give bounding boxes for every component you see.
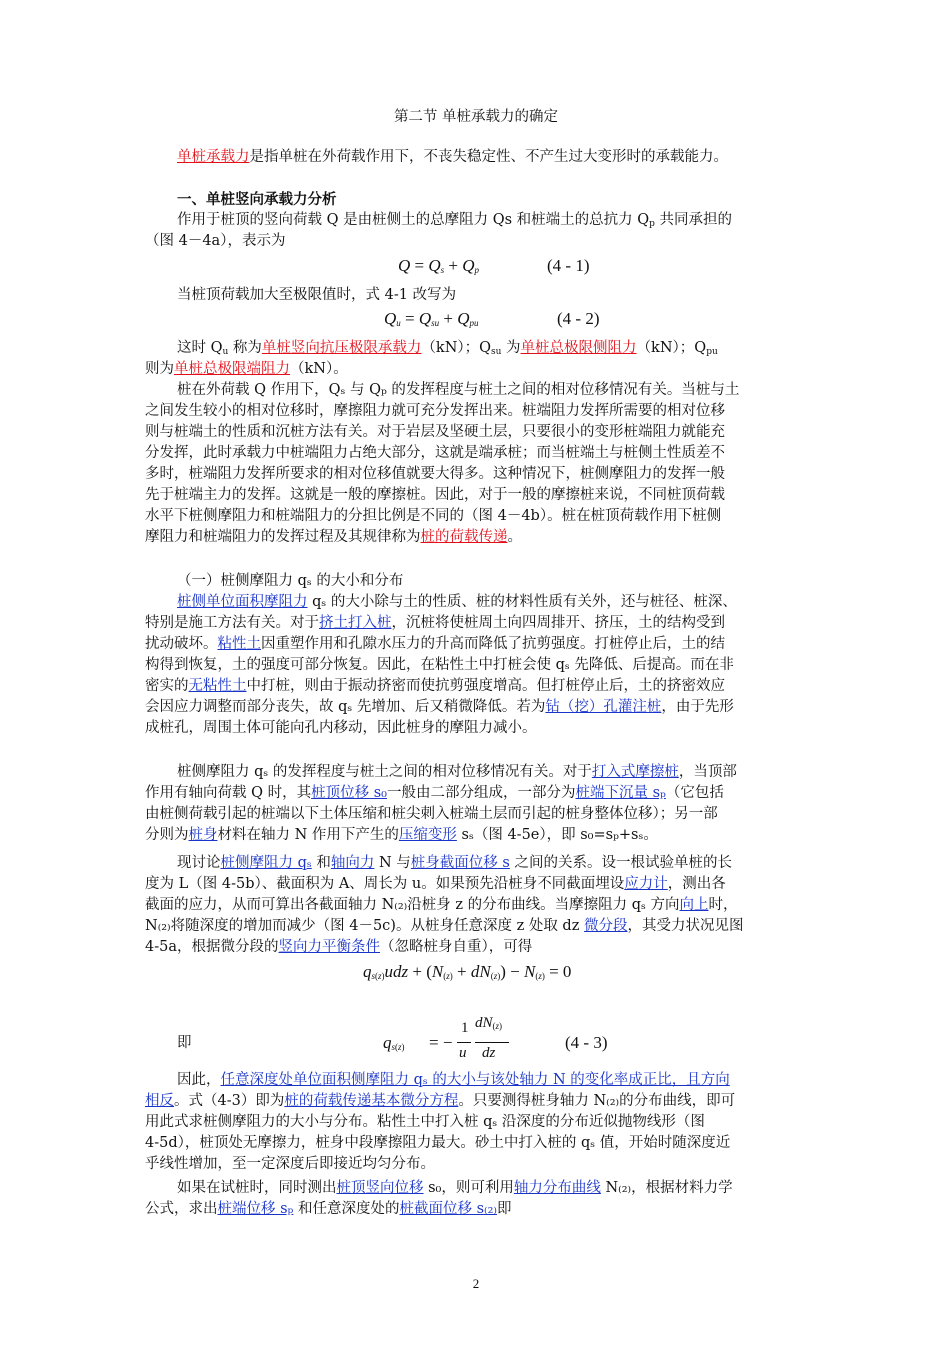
link-pile-body[interactable]: 桩身: [188, 827, 218, 843]
p6-line4: 分则为桩身材料在轴力 N 作用下产生的压缩变形 sₛ（图 4-5e），即 s₀=sₚ+sₛ。: [145, 827, 658, 843]
link-side-friction[interactable]: 桩侧摩阻力 qₛ: [220, 855, 312, 871]
equilibrium-equation: $q_{s(z)}udz + (N_{(z)} + dN_{(z)}) - N_{(z)} = 0$: [363, 962, 572, 981]
link-compression-deformation[interactable]: 压缩变形: [398, 827, 457, 843]
p5-line3: 扰动破坏。粘性土因重塑作用和孔隙水压力的升高而降低了抗剪强度。打桩停止后，土的结: [145, 636, 725, 652]
link-stress-gauge[interactable]: 应力计: [624, 876, 668, 892]
p2: 当桩顶荷载加大至极限值时，式 4-1 改写为: [177, 287, 457, 303]
link-axial-force[interactable]: 轴向力: [330, 855, 375, 871]
link-unit-side-friction[interactable]: 桩侧单位面积摩阻力: [177, 594, 308, 610]
p5-line4: 构得到恢复，土的强度可部分恢复。因此，在粘性土中打桩会使 qₛ 先降低、后提高。而在非: [145, 657, 734, 673]
p6-line1: 桩侧摩阻力 qₛ 的发挥程度与桩土之间的相对位移情况有关。对于打入式摩擦桩，当顶部: [177, 764, 737, 780]
link-single-pile-capacity[interactable]: 单桩承载力: [177, 149, 250, 165]
p6-line2: 作用有轴向荷载 Q 时，其桩顶位移 s₀一般由二部分组成，一部分为桩端下沉量 sₚ（它包括: [145, 785, 724, 801]
p4-line4: 分发挥，此时承载力中桩端阻力占绝大部分，这就是端承桩；而当桩端土与桩侧土性质差不: [145, 445, 725, 461]
page-number: 2: [472, 1276, 480, 1291]
link-pile-top-vertical-displacement[interactable]: 桩顶竖向位移: [336, 1180, 424, 1196]
p7-line2: 度为 L（图 4-5b）、截面积为 A、周长为 u。如果预先沿桩身不同截面埋设应力计，测出各: [145, 876, 726, 892]
equation-4-1: $Q = Q_s + Q_p$: [398, 256, 480, 275]
link-pile-top-displacement[interactable]: 桩顶位移 s₀: [311, 785, 387, 801]
link-bored-pile[interactable]: 钻（挖）孔灌注桩: [545, 699, 662, 715]
link-pile-tip-displacement[interactable]: 桩端位移 sₚ: [217, 1201, 294, 1217]
p3-line1: 这时 $Q_u$ 称为单桩竖向抗压极限承载力（kN）；$Q_{su}$ 为单桩总极限侧阻力（kN）；$Q_{pu}$: [177, 340, 718, 357]
link-ultimate-compressive-capacity[interactable]: 单桩竖向抗压极限承载力: [261, 340, 422, 356]
p5-line5: 密实的无粘性土中打桩，则由于振动挤密而使抗剪强度增高。但打桩停止后，土的挤密效应: [145, 678, 725, 694]
p4-line3: 则与桩端土的性质和沉桩方法有关。对于岩层及坚硬土层，只要很小的变形桩端阻力就能充: [145, 424, 725, 440]
p9-line1: 如果在试桩时，同时测出桩顶竖向位移 s₀，则可利用轴力分布曲线 N₍₂₎，根据材料力学: [177, 1180, 733, 1196]
p8-line2: 相反。式（4-3）即为桩的荷载传递基本微分方程。只要测得桩身轴力 N₍₂₎的分布曲线，即可: [145, 1093, 736, 1109]
link-differential-segment[interactable]: 微分段: [583, 918, 628, 934]
p4-line6: 先于桩端主力的发挥。这就是一般的摩擦桩。因此，对于一般的摩擦桩来说，不同桩顶荷载: [145, 487, 725, 503]
equation-number-4-2: (4 - 2): [557, 309, 600, 328]
equation-number-4-3: (4 - 3): [565, 1033, 608, 1052]
p6-line3: 由桩侧荷载引起的桩端以下土体压缩和桩尖刺入桩端土层而引起的桩身整体位移）；另一部: [145, 806, 718, 822]
link-opposite[interactable]: 相反: [145, 1093, 174, 1109]
p8-line5: 乎线性增加，至一定深度后即接近均匀分布。: [145, 1156, 435, 1172]
link-load-transfer[interactable]: 桩的荷载传递: [420, 529, 508, 545]
p4-line7: 水平下桩侧摩阻力和桩端阻力的分担比例是不同的（图 4－4b）。桩在桩顶荷载作用下桩侧: [145, 508, 722, 524]
link-upward[interactable]: 向上: [679, 897, 709, 913]
p7-line4: N₍₂₎将随深度的增加而减少（图 4－5c)。从桩身任意深度 z 处取 dz 微分段，其受力状况见图: [145, 918, 744, 934]
p8-line4: 4-5d），桩顶处无摩擦力，桩身中段摩擦阻力最大。砂土中打入桩的 qₛ 值，开始时随深度近: [145, 1135, 731, 1151]
p4-line1: 桩在外荷载 Q 作用下，Qₛ 与 Qₚ 的发挥程度与桩土之间的相对位移情况有关。当桩与土: [177, 382, 740, 398]
link-vertical-equilibrium[interactable]: 竖向力平衡条件: [278, 939, 380, 955]
p7-line1: 现讨论桩侧摩阻力 qₛ 和轴向力 N 与桩身截面位移 s 之间的关系。设一根试验单桩的长: [177, 855, 732, 871]
ji-label: 即: [177, 1035, 192, 1051]
p4-line2: 之间发生较小的相对位移时，摩擦阻力就可充分发挥出来。桩端阻力发挥所需要的相对位移: [145, 403, 725, 419]
link-ultimate-end-resistance[interactable]: 单桩总极限端阻力: [174, 361, 290, 377]
subheading-side-friction: （一）桩侧摩阻力 qₛ 的大小和分布: [177, 573, 404, 589]
heading-vertical-capacity: 一、单桩竖向承载力分析: [177, 191, 337, 208]
link-pile-section-displacement[interactable]: 桩截面位移 s₍₂₎: [399, 1201, 497, 1217]
p1-line1: 作用于桩顶的竖向荷载 Q 是由桩侧土的总摩阻力 Qs 和桩端土的总抗力 $Q_p$ 共同承担的: [177, 212, 733, 229]
intro-paragraph: 单桩承载力是指单桩在外荷载作用下，不丧失稳定性、不产生过大变形时的承载能力。: [177, 149, 728, 165]
p5-line2: 特别是施工方法有关。对于挤土打入桩，沉桩将使桩周土向四周排开、挤压，土的结构受到: [145, 615, 725, 631]
p9-line2: 公式，求出桩端位移 sₚ 和任意深度处的桩截面位移 s₍₂₎即: [145, 1201, 512, 1217]
p1-line2: （图 4－4a），表示为: [145, 233, 286, 249]
link-load-transfer-equation[interactable]: 桩的荷载传递基本微分方程: [284, 1093, 459, 1109]
link-friction-proportional[interactable]: 任意深度处单位面积侧摩阻力 qₛ 的大小与该处轴力 N 的变化率成正比，且方向: [220, 1072, 730, 1088]
link-section-displacement[interactable]: 桩身截面位移 s: [410, 855, 510, 871]
p8-line1: 因此，任意深度处单位面积侧摩阻力 qₛ 的大小与该处轴力 N 的变化率成正比，且方向: [177, 1072, 730, 1088]
equation-4-2: $Q_u = Q_{su} + Q_{pu}$: [384, 309, 479, 328]
document-page: 第二节 单桩承载力的确定 单桩承载力是指单桩在外荷载作用下，不丧失稳定性、不产生过大变形时的承载能力。 一、单桩竖向承载力分析 作用于桩顶的竖向荷载 Q 是由桩侧土的总摩阻力 Qs 和桩端土的总抗力 $Q_p$ 共同承担的 （图 4－4a），表示为 $Q = Q_s + Q_p$ (4 - 1) 当桩顶荷载加大至极限值时，式 4-1 改写为 $Q_u = Q_{su} + Q_{pu}$ (4 - 2) 这时 $Q_u$ 称为单桩竖向抗压极限承载力（kN）；$Q_{su}$ 为单桩总极限侧阻力（kN）；$Q_{pu}$ 则为单桩总极限端阻力（kN）。 桩在外荷载 Q 作用下，Qₛ 与 Qₚ 的发挥程度与桩土之间的相对位移情况有关。当桩与土 之间发生较小的相对位移时，摩擦阻力就可充分发挥出来。桩端阻力发挥所需要的相对位移 则与桩端土的性质和沉桩方法有关。对于岩层及坚硬土层，只要很小的变形桩端阻力就能充 分发挥，此时承载力中桩端阻力占绝大部分，这就是端承桩；而当桩端土与桩侧土性质差不 多时，桩端阻力发挥所要求的相对位移值就要大得多。这种情况下，桩侧摩阻力的发挥一般 先于桩端主力的发挥。这就是一般的摩擦桩。因此，对于一般的摩擦桩来说，不同桩顶荷载 水平下桩侧摩阻力和桩端阻力的分担比例是不同的（图 4－4b）。桩在桩顶荷载作用下桩侧 摩阻力和桩端阻力的发挥过程及其规律称为桩的荷载传递。 （一）桩侧摩阻力 qₛ 的大小和分布 桩侧单位面积摩阻力 qₛ 的大小除与土的性质、桩的材料性质有关外，还与桩径、桩深、 特别是施工方法有关。对于挤土打入桩，沉桩将使桩周土向四周排开、挤压，土的结构受到 扰动破坏。粘性土因重塑作用和孔隙水压力的升高而降低了抗剪强度。打桩停止后，土的结 构得到恢复，土的强度可部分恢复。因此，在粘性土中打桩会使 qₛ 先降低、后提高。而在非 密实的无粘性土中打桩，则由于振动挤密而使抗剪强度增高。但打桩停止后，土的挤密效应 会因应力调整而部分丧失，故 qₛ 先增加、后又稍微降低。若为钻（挖）孔灌注桩，由于先形 成桩孔，周围土体可能向孔内移动，因此桩身的摩阻力减小。 桩侧摩阻力 qₛ 的发挥程度与桩土之间的相对位移情况有关。对于打入式摩擦桩，当顶部 作用有轴向荷载 Q 时，其桩顶位移 s₀一般由二部分组成，一部分为桩端下沉量 sₚ（它包括 由桩侧荷载引起的桩端以下土体压缩和桩尖刺入桩端土层而引起的桩身整体位移）；另一部 分则为桩身材料在轴力 N 作用下产生的压缩变形 sₛ（图 4-5e），即 s₀=sₚ+sₛ。 现讨论桩侧摩阻力 qₛ 和轴向力 N 与桩身截面位移 s 之间的关系。设一根试验单桩的长 度为 L（图 4-5b）、截面积为 A、周长为 u。如果预先沿桩身不同截面埋设应力计，测出各 截面的应力，从而可算出各截面轴力 N₍₂₎沿桩身 z 的分布曲线。当摩擦阻力 qₛ 方向向上时， N₍₂₎将随深度的增加而减少（图 4－5c)。从桩身任意深度 z 处取 dz 微分段，其受力状况见图 4-5a，根据微分段的竖向力平衡条件（忽略桩身自重），可得 $q_{s(z)}udz + (N_{(z)} + dN_{(z)}) - N_{(z)} = 0$ 即 $q_{s(z)}$ = − 1 u $dN_{(z)}$ dz (4 - 3) 因此，任意深度处单位面积侧摩阻力 qₛ 的大小与该处轴力 N 的变化率成正比，且方向 相反。式（4-3）即为桩的荷载传递基本微分方程。只要测得桩身轴力 N₍₂₎的分布曲线，即可 用此式求桩侧摩阻力的大小与分布。粘性土中打入桩 qₛ 沿深度的分布近似抛物线形（图 4-5d），桩顶处无摩擦力，桩身中段摩擦阻力最大。砂土中打入桩的 qₛ 值，开始时随深度近 乎线性增加，至一定深度后即接近均匀分布。 如果在试桩时，同时测出桩顶竖向位移 s₀，则可利用轴力分布曲线 N₍₂₎，根据材料力学 公式，求出桩端位移 sₚ 和任意深度处的桩截面位移 s₍₂₎即 2: [0, 0, 952, 1347]
link-pile-tip-settlement[interactable]: 桩端下沉量 sₚ: [575, 785, 666, 801]
p4-line5: 多时，桩端阻力发挥所要求的相对位移值就要大得多。这种情况下，桩侧摩阻力的发挥一般: [145, 466, 725, 482]
link-axial-force-curve[interactable]: 轴力分布曲线: [513, 1180, 601, 1196]
p7-line3: 截面的应力，从而可算出各截面轴力 N₍₂₎沿桩身 z 的分布曲线。当摩擦阻力 qₛ 方向向上时，: [145, 897, 738, 913]
section-title: 第二节 单桩承载力的确定: [393, 109, 559, 125]
link-ultimate-side-resistance[interactable]: 单桩总极限侧阻力: [520, 340, 637, 356]
p3-line2: 则为单桩总极限端阻力（kN）。: [145, 361, 348, 377]
link-driven-friction-pile[interactable]: 打入式摩擦桩: [591, 764, 679, 780]
link-cohesionless-soil[interactable]: 无粘性土: [188, 678, 247, 694]
link-cohesive-soil[interactable]: 粘性土: [217, 636, 261, 652]
link-displacement-pile[interactable]: 挤土打入桩: [319, 615, 392, 631]
p5-line1: 桩侧单位面积摩阻力 qₛ 的大小除与土的性质、桩的材料性质有关外，还与桩径、桩深、: [177, 594, 737, 610]
p5-line7: 成桩孔，周围土体可能向孔内移动，因此桩身的摩阻力减小。: [145, 720, 537, 736]
p8-line3: 用此式求桩侧摩阻力的大小与分布。粘性土中打入桩 qₛ 沿深度的分布近似抛物线形（图: [145, 1114, 705, 1130]
p4-line8: 摩阻力和桩端阻力的发挥过程及其规律称为桩的荷载传递。: [145, 529, 522, 545]
p5-line6: 会因应力调整而部分丧失，故 qₛ 先增加、后又稍微降低。若为钻（挖）孔灌注桩，由于先形: [145, 699, 734, 715]
p7-line5: 4-5a，根据微分段的竖向力平衡条件（忽略桩身自重），可得: [145, 939, 533, 955]
equation-number-4-1: (4 - 1): [547, 256, 590, 275]
